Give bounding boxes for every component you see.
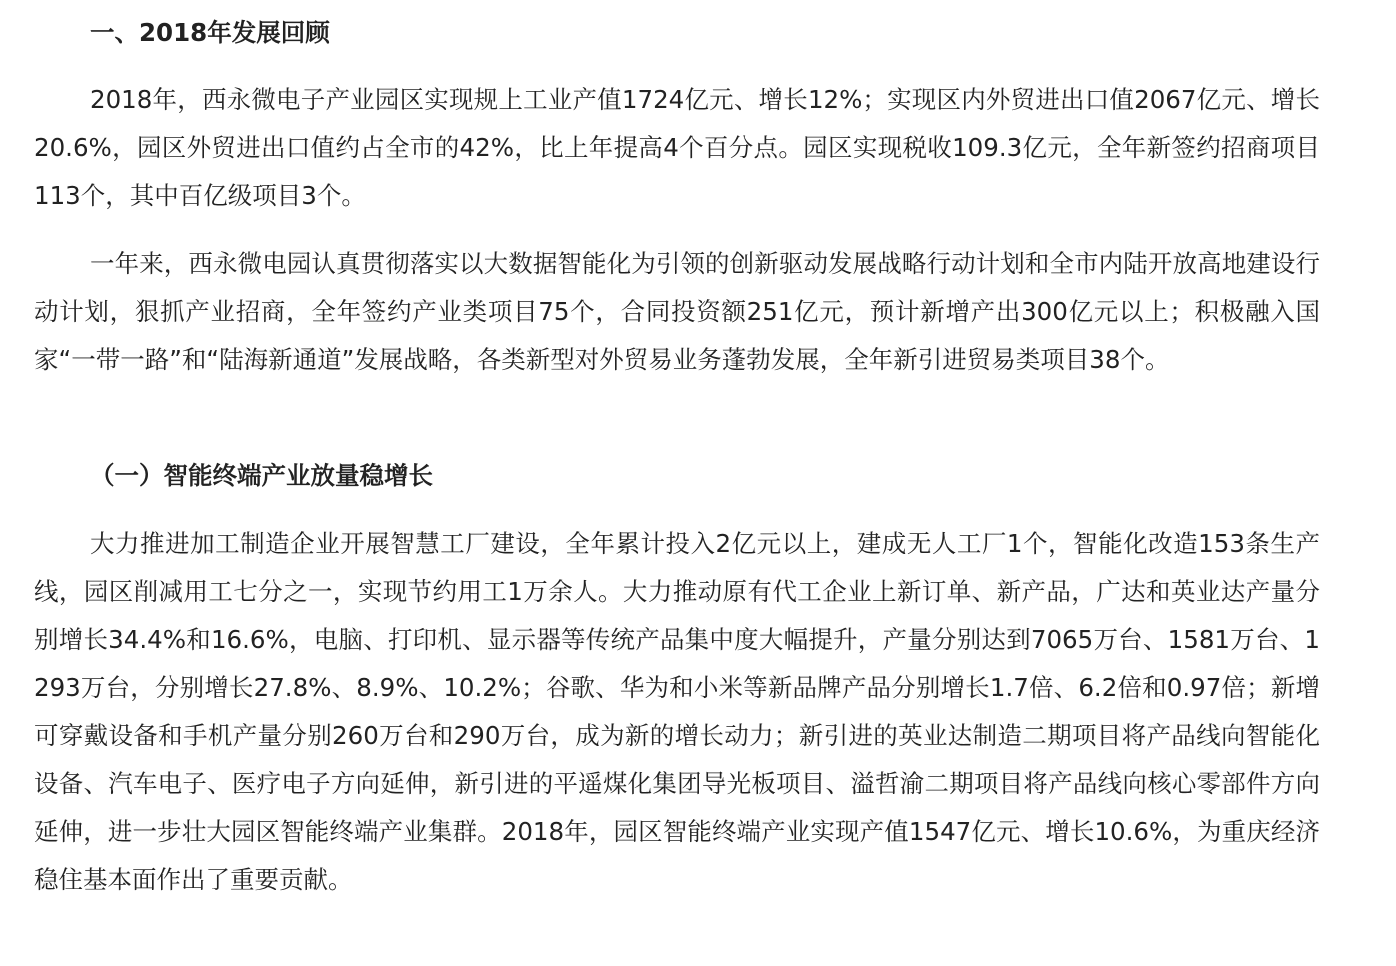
section-heading: 一、2018年发展回顾	[90, 18, 330, 47]
paragraph-smart-terminal: 大力推进加工制造企业开展智慧工厂建设，全年累计投入2亿元以上，建成无人工厂1个，智能化改造153条生产线，园区削减用工七分之一，实现节约用工1万余人。大力推动原有代工企业上新订单、新产品，广达和英业达产量分别增长34.4%和16.6%，电脑、打印机、显示器等传统产品集中度大幅提升，产量分别达到7065万台、1581万台、1293万台，分别增长27.8%、8.9%、10.2%；谷歌、华为和小米等新品牌产品分别增长1.7倍、6.2倍和0.97倍；新增可穿戴设备和手机产量分别260万台和290万台，成为新的增长动力；新引进的英业达制造二期项目将产品线向智能化设备、汽车电子、医疗电子方向延伸，新引进的平遥煤化集团导光板项目、溢哲渝二期项目将产品线向核心零部件方向延伸，进一步壮大园区智能终端产业集群。2018年，园区智能终端产业实现产值1547亿元、增长10.6%，为重庆经济稳住基本面作出了重要贡献。	[34, 529, 1320, 894]
subsection-heading: （一）智能终端产业放量稳增长	[90, 461, 433, 490]
paragraph-year-review: 一年来，西永微电园认真贯彻落实以大数据智能化为引领的创新驱动发展战略行动计划和全市内陆开放高地建设行动计划，狠抓产业招商，全年签约产业类项目75个，合同投资额251亿元，预计新增产出300亿元以上；积极融入国家“一带一路”和“陆海新通道”发展战略，各类新型对外贸易业务蓬勃发展，全年新引进贸易类项目38个。	[34, 249, 1320, 374]
paragraph-overview: 2018年，西永微电子产业园区实现规上工业产值1724亿元、增长12%；实现区内外贸进出口值2067亿元、增长20.6%，园区外贸进出口值约占全市的42%，比上年提高4个百分点。园区实现税收109.3亿元，全年新签约招商项目113个，其中百亿级项目3个。	[34, 85, 1320, 210]
